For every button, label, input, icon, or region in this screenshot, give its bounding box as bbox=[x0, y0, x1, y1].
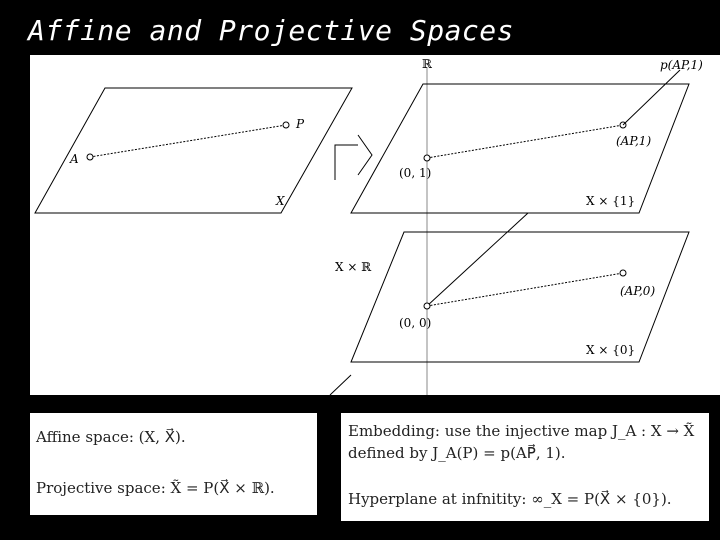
plane-x-times-1 bbox=[351, 84, 689, 213]
point-p bbox=[283, 122, 289, 128]
embedding-line-2: defined by J_A(P) = p(AP⃗, 1). bbox=[348, 444, 566, 462]
line-through-origin bbox=[427, 213, 528, 306]
ray-to-p-ap1 bbox=[623, 70, 680, 125]
slide-title: Affine and Projective Spaces bbox=[28, 14, 515, 47]
affine-plane-x bbox=[35, 88, 352, 213]
label-p-ap1: p(AP,1) bbox=[660, 58, 703, 72]
embedding-box bbox=[341, 413, 709, 521]
hyperplane-at-infinity: Hyperplane at infnitity: ∞_X = P(X⃗ × {0}). bbox=[348, 490, 672, 508]
point-origin-1 bbox=[424, 155, 430, 161]
point-a bbox=[87, 154, 93, 160]
embedding-arrow bbox=[335, 135, 372, 180]
definitions-box bbox=[30, 413, 317, 515]
label-p: P bbox=[296, 117, 305, 131]
embedding-line-1: Embedding: use the injective map J_A : X → X̃ bbox=[348, 422, 695, 440]
projective-diagram bbox=[30, 55, 720, 395]
segment-origin-ap0 bbox=[427, 273, 623, 306]
label-ap-1: (AP,1) bbox=[616, 134, 652, 148]
line-below-plane bbox=[330, 375, 351, 395]
segment-origin-ap1 bbox=[427, 125, 623, 158]
label-a: A bbox=[70, 152, 79, 166]
label-origin-1: (0, 1) bbox=[399, 166, 432, 180]
label-x-times-0: X × {0} bbox=[586, 343, 636, 357]
point-origin-0 bbox=[424, 303, 430, 309]
point-ap-0 bbox=[620, 270, 626, 276]
affine-space-definition: Affine space: (X, X⃗). bbox=[36, 428, 186, 446]
label-ap-0: (AP,0) bbox=[620, 284, 656, 298]
label-axis-r: ℝ bbox=[422, 57, 432, 71]
label-x-times-1: X × {1} bbox=[586, 194, 636, 208]
label-origin-0: (0, 0) bbox=[399, 316, 432, 330]
diagram-panel bbox=[30, 55, 720, 395]
segment-a-p bbox=[90, 125, 286, 157]
projective-space-definition: Projective space: X̃ = P(X⃗ × ℝ). bbox=[36, 479, 275, 497]
label-x-times-r: X × ℝ bbox=[335, 260, 372, 274]
label-x: X bbox=[276, 194, 285, 208]
